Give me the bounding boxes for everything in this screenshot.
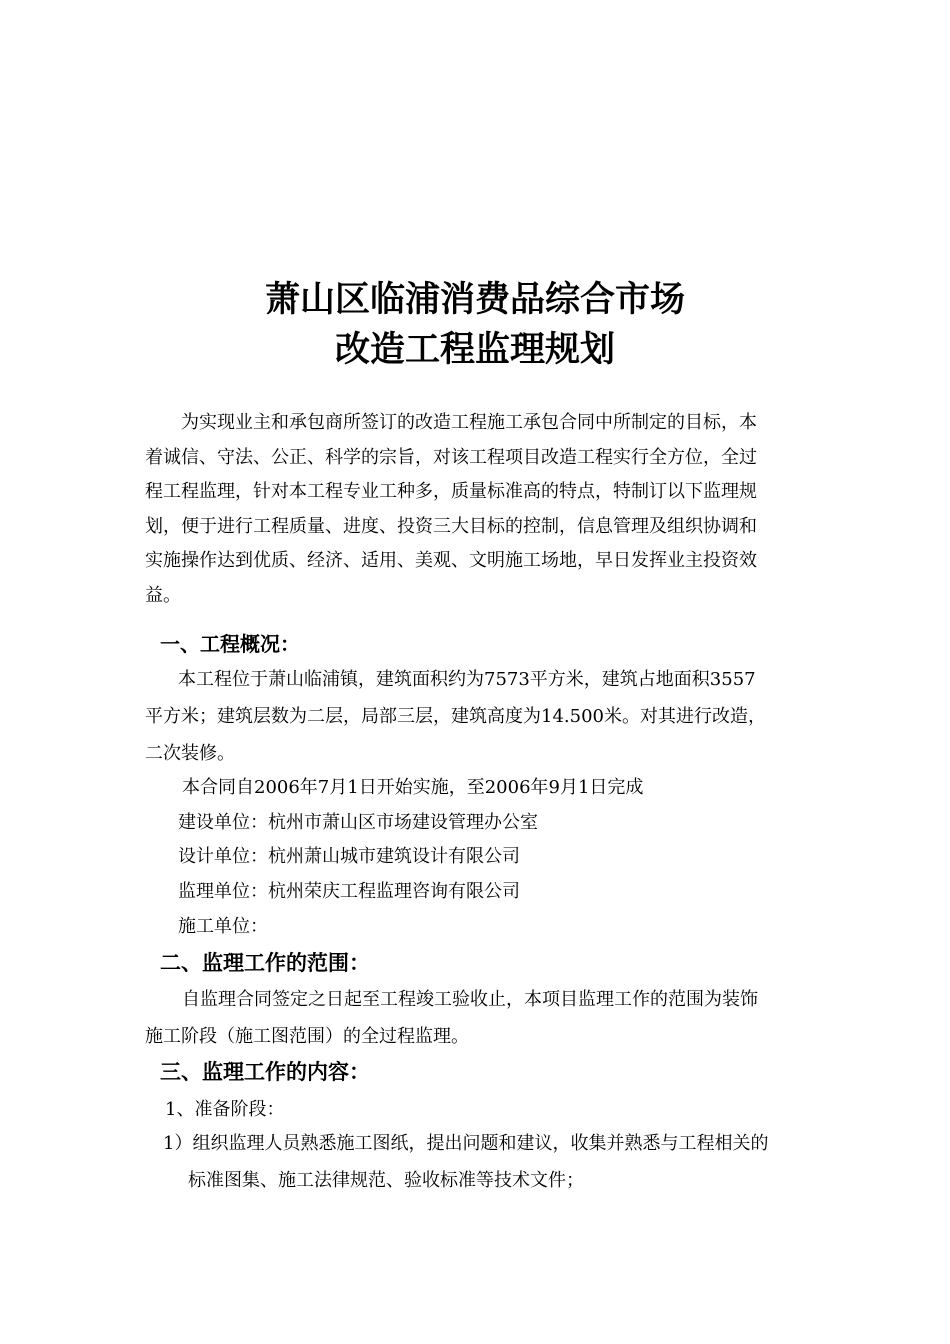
section3-heading: 三、监理工作的内容：: [160, 1060, 370, 1084]
intro-line: 划，便于进行工程质量、进度、投资三大目标的控制，信息管理及组织协调和: [145, 515, 757, 537]
document-title-line1: 萧山区临浦消费品综合市场: [264, 280, 685, 320]
intro-line: 益。: [145, 584, 181, 606]
intro-line: 着诚信、守法、公正、科学的宗旨，对该工程项目改造工程实行全方位，全过: [145, 446, 757, 468]
section3-item-line: 标准图集、施工法律规范、验收标准等技术文件；: [188, 1170, 584, 1191]
intro-line: 为实现业主和承包商所签订的改造工程施工承包合同中所制定的目标，本: [181, 412, 757, 433]
intro-paragraph: [145, 406, 805, 613]
intro-line: 程工程监理，针对本工程专业工种多，质量标准高的特点，特制订以下监理规: [145, 481, 757, 502]
supervision-unit: 监理单位：杭州荣庆工程监理咨询有限公司: [178, 881, 520, 902]
section2-line: 施工阶段（施工图范围）的全过程监理。: [145, 1026, 469, 1047]
contractor-unit: 施工单位：: [178, 916, 268, 937]
section3-subheading: 1、准备阶段：: [165, 1099, 285, 1120]
document-title-line2: 改造工程监理规划: [334, 330, 615, 370]
section2-line: 自监理合同签定之日起至工程竣工验收止，本项目监理工作的范围为装饰: [182, 989, 758, 1010]
section2-heading: 二、监理工作的范围：: [160, 951, 370, 975]
section3-item-line: 1）组织监理人员熟悉施工图纸，提出问题和建议，收集并熟悉与工程相关的: [163, 1133, 769, 1154]
section1-line: 二次装修。: [145, 743, 235, 764]
contract-period: 本合同自2006年7月1日开始实施，至2006年9月1日完成: [182, 777, 644, 798]
section1-heading: 一、工程概况：: [160, 632, 300, 656]
construction-unit: 建设单位：杭州市萧山区市场建设管理办公室: [178, 812, 538, 833]
design-unit: 设计单位：杭州萧山城市建筑设计有限公司: [178, 846, 520, 867]
section1-line: 平方米；建筑层数为二层，局部三层，建筑高度为14.500米。对其进行改造，: [145, 706, 766, 727]
intro-line: 实施操作达到优质、经济、适用、美观、文明施工场地，早日发挥业主投资效: [145, 550, 757, 571]
section1-line: 本工程位于萧山临浦镇，建筑面积约为7573平方米，建筑占地面积3557: [178, 669, 756, 690]
